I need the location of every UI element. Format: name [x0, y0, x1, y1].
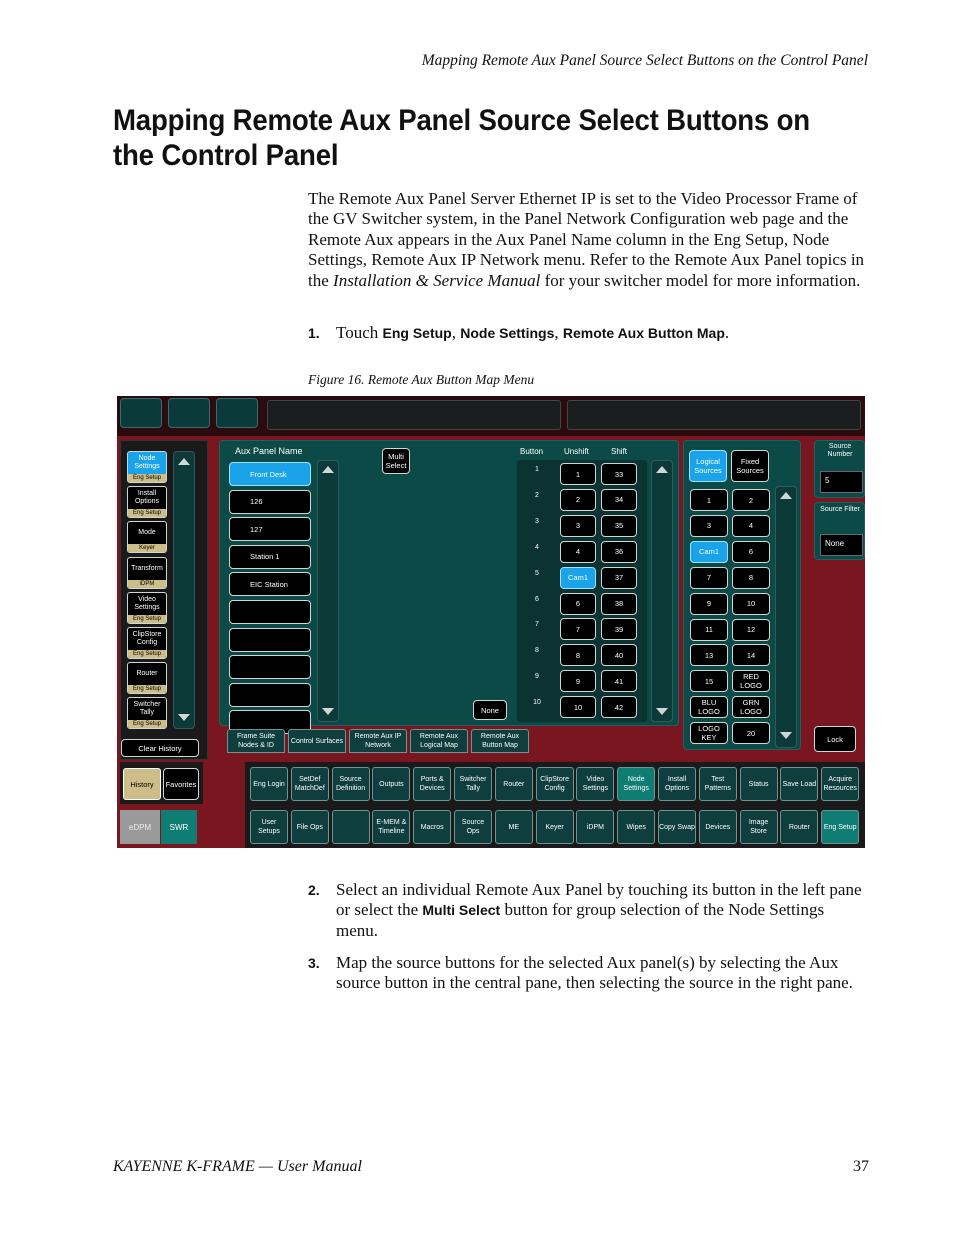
source-button[interactable]: 20 — [732, 722, 770, 744]
menu-button[interactable]: E-MEM & Timeline — [372, 810, 410, 844]
none-button[interactable]: None — [473, 700, 507, 720]
top-button[interactable] — [216, 398, 258, 428]
source-number-label: Source Number — [827, 443, 853, 458]
clear-history-button[interactable]: Clear History — [121, 739, 199, 757]
shift-source-button[interactable]: 34 — [601, 489, 637, 511]
menu-tab[interactable]: Remote Aux IP Network — [349, 729, 407, 753]
menu-button[interactable]: Video Settings — [576, 767, 614, 801]
source-button[interactable]: 9 — [690, 593, 728, 615]
nav-category: Eng Setup — [128, 685, 166, 693]
nav-category: Eng Setup — [128, 474, 166, 482]
favorites-button[interactable]: Favorites — [163, 768, 199, 800]
ui-term: Multi Select — [422, 902, 501, 919]
menu-button[interactable]: Router — [780, 810, 818, 844]
menu-button[interactable]: Outputs — [372, 767, 410, 801]
button-column-header: Button — [520, 447, 544, 456]
menu-button[interactable]: Wipes — [617, 810, 655, 844]
left-nav-button[interactable] — [127, 697, 167, 729]
menu-button[interactable]: ClipStore Config — [536, 767, 574, 801]
menu-button[interactable]: Source Ops — [454, 810, 492, 844]
figure-caption: Figure 16. Remote Aux Button Map Menu — [308, 372, 535, 387]
menu-button[interactable]: SetDef MatchDef — [291, 767, 329, 801]
left-nav-button[interactable] — [127, 627, 167, 659]
shift-source-button[interactable]: 40 — [601, 644, 637, 666]
menu-button[interactable]: Ports & Devices — [413, 767, 451, 801]
left-nav-button[interactable] — [127, 451, 167, 483]
row-number: 10 — [533, 699, 541, 707]
nav-category: Eng Setup — [128, 720, 166, 728]
source-button[interactable]: 15 — [690, 670, 728, 692]
shift-source-button[interactable]: 42 — [601, 696, 637, 718]
edpm-button[interactable]: eDPM — [120, 810, 160, 844]
unshift-source-button[interactable]: 9 — [560, 670, 596, 692]
shift-source-button[interactable]: 36 — [601, 541, 637, 563]
shift-source-button[interactable]: 38 — [601, 593, 637, 615]
menu-button[interactable]: Image Store — [740, 810, 778, 844]
scroll-down-icon[interactable] — [656, 708, 668, 715]
left-nav-scrollbar[interactable] — [173, 451, 195, 729]
shift-source-button[interactable]: 33 — [601, 463, 637, 485]
button-map-scrollbar[interactable] — [651, 460, 673, 722]
source-button[interactable]: 14 — [732, 644, 770, 666]
aux-panel-item[interactable]: 127 — [229, 517, 311, 541]
intro-text-b: for your switcher model for more information. — [540, 270, 861, 290]
footer-title: KAYENNE K-FRAME — User Manual — [113, 1158, 362, 1175]
ui-term: Node Settings — [460, 325, 555, 341]
menu-button[interactable]: User Setups — [250, 810, 288, 844]
nav-label: ClipStore Config — [132, 631, 162, 646]
step-number: 2. — [308, 882, 320, 898]
running-header: Mapping Remote Aux Panel Source Select Buttons on the Control Panel — [421, 52, 868, 69]
source-button[interactable]: 7 — [690, 567, 728, 589]
menu-button[interactable]: Install Options — [658, 767, 696, 801]
aux-panel-item[interactable]: Front Desk — [229, 462, 311, 486]
top-button[interactable] — [168, 398, 210, 428]
nav-label: Node Settings — [134, 455, 160, 470]
source-filter-label: Source Filter — [820, 506, 860, 513]
row-number: 7 — [535, 621, 539, 629]
aux-panel-item[interactable]: 126 — [229, 490, 311, 514]
scroll-down-icon[interactable] — [178, 714, 190, 721]
shift-source-button[interactable]: 35 — [601, 515, 637, 537]
row-number: 2 — [535, 491, 539, 499]
top-button[interactable] — [120, 398, 162, 428]
swr-button[interactable]: SWR — [161, 810, 197, 844]
logical-sources-button[interactable]: Logical Sources — [689, 450, 727, 482]
menu-button[interactable]: Copy Swap — [658, 810, 696, 844]
ui-term: Eng Setup — [382, 325, 452, 341]
menu-button[interactable]: Keyer — [536, 810, 574, 844]
multi-select-button[interactable]: Multi Select — [382, 448, 410, 474]
source-button[interactable]: 2 — [732, 489, 770, 511]
source-button[interactable]: BLU LOGO — [690, 696, 728, 718]
step-3 — [308, 953, 870, 994]
menu-button[interactable]: File Ops — [291, 810, 329, 844]
unshift-column-header: Unshift — [564, 447, 589, 456]
source-button[interactable]: 3 — [690, 515, 728, 537]
menu-button[interactable]: Router — [495, 767, 533, 801]
aux-panel-name-header: Aux Panel Name — [235, 446, 303, 456]
shift-source-button[interactable]: 37 — [601, 567, 637, 589]
source-button[interactable]: LOGO KEY — [690, 722, 728, 744]
unshift-source-button[interactable]: Cam1 — [560, 567, 596, 589]
shift-source-button[interactable]: 39 — [601, 618, 637, 640]
menu-tab[interactable]: Remote Aux Button Map — [471, 729, 529, 753]
menu-tab[interactable]: Remote Aux Logical Map — [410, 729, 468, 753]
manual-reference: Installation & Service Manual — [333, 270, 541, 290]
unshift-source-button[interactable]: 2 — [560, 489, 596, 511]
step-text: . — [724, 323, 730, 342]
row-number: 5 — [535, 569, 539, 577]
menu-button[interactable]: Eng Setup — [821, 810, 859, 844]
page-number: 37 — [853, 1158, 869, 1175]
lock-button[interactable]: Lock — [814, 726, 856, 752]
source-scrollbar[interactable] — [775, 486, 797, 748]
row-number: 3 — [535, 517, 539, 525]
menu-button[interactable]: Source Definition — [332, 767, 370, 801]
nav-category: iDPM — [128, 580, 166, 588]
menu-tab[interactable]: Control Surfaces — [288, 729, 346, 753]
menu-tab[interactable]: Frame Suite Nodes & ID — [227, 729, 285, 753]
aux-panel-item[interactable] — [229, 628, 311, 652]
nav-label: Install Options — [134, 490, 160, 506]
left-nav-button[interactable] — [127, 486, 167, 518]
menu-button[interactable]: Acquire Resources — [821, 767, 859, 801]
unshift-source-button[interactable]: 1 — [560, 463, 596, 485]
fixed-sources-button[interactable]: Fixed Sources — [731, 450, 769, 482]
source-number-field[interactable]: 5 — [820, 471, 863, 493]
source-button[interactable]: 10 — [732, 593, 770, 615]
nav-category: Keyer — [128, 544, 166, 552]
aux-list-scrollbar[interactable] — [317, 460, 339, 722]
step-2 — [308, 880, 870, 941]
aux-panel-item[interactable] — [229, 683, 311, 707]
status-field — [567, 400, 861, 430]
shift-source-button[interactable]: 41 — [601, 670, 637, 692]
menu-button[interactable]: Node Settings — [617, 767, 655, 801]
status-field — [267, 400, 561, 430]
nav-label: Mode — [138, 529, 156, 537]
aux-panel-item[interactable] — [229, 655, 311, 679]
separator: , — [451, 323, 461, 342]
shift-column-header: Shift — [611, 447, 628, 456]
menu-button[interactable]: iDPM — [576, 810, 614, 844]
unshift-source-button[interactable]: 10 — [560, 696, 596, 718]
unshift-source-button[interactable]: 8 — [560, 644, 596, 666]
scroll-down-icon[interactable] — [780, 732, 792, 739]
menu-button[interactable]: Status — [740, 767, 778, 801]
scroll-up-icon[interactable] — [322, 466, 334, 473]
source-button[interactable]: 11 — [690, 619, 728, 641]
nav-category: Eng Setup — [128, 509, 166, 517]
unshift-source-button[interactable]: 6 — [560, 593, 596, 615]
nav-label: Switcher Tally — [133, 701, 161, 717]
menu-button[interactable]: Test Patterns — [699, 767, 737, 801]
source-button[interactable]: 12 — [732, 619, 770, 641]
scroll-up-icon[interactable] — [780, 492, 792, 499]
intro-paragraph — [308, 189, 870, 291]
left-nav-button[interactable] — [127, 592, 167, 624]
unshift-source-button[interactable]: 3 — [560, 515, 596, 537]
source-button[interactable]: 1 — [690, 489, 728, 511]
menu-button[interactable]: Devices — [699, 810, 737, 844]
row-number: 8 — [535, 647, 539, 655]
source-button[interactable]: Cam1 — [690, 541, 728, 563]
source-button[interactable]: 8 — [732, 567, 770, 589]
menu-button[interactable]: Macros — [413, 810, 451, 844]
history-button[interactable]: History — [123, 768, 161, 800]
remote-aux-button-map-screenshot — [117, 396, 865, 848]
left-nav-button[interactable] — [127, 557, 167, 589]
menu-button[interactable] — [332, 810, 370, 844]
scroll-up-icon[interactable] — [656, 466, 668, 473]
source-button[interactable]: 4 — [732, 515, 770, 537]
ui-term: Remote Aux Button Map — [562, 325, 725, 341]
intro-text-a: The Remote Aux Panel Server Ethernet IP is set to the Video Processor Frame of the GV Switcher system, in the Panel Network Configuration web page and the Remote Aux appears in the Aux Panel Name column in the Eng Setup, Node Settings, Remote Aux IP Network menu. Refer to the Remote Aux Panel topics in the — [308, 189, 865, 290]
step-1 — [308, 323, 870, 343]
row-number: 1 — [535, 466, 539, 473]
nav-category: Eng Setup — [128, 650, 166, 658]
step-text: Touch — [336, 323, 383, 342]
source-button[interactable]: GRN LOGO — [732, 696, 770, 718]
source-button[interactable]: 13 — [690, 644, 728, 666]
left-nav-button[interactable] — [127, 662, 167, 694]
step-number: 3. — [308, 955, 320, 971]
menu-button[interactable]: ME — [495, 810, 533, 844]
step-text: Map the source buttons for the selected Aux panel(s) by selecting the Aux source button in the central pane, then selecting the source in the right pane. — [336, 953, 853, 993]
aux-panel-item[interactable]: EIC Station — [229, 572, 311, 596]
row-number: 4 — [535, 543, 539, 551]
step-number: 1. — [308, 325, 320, 341]
source-button[interactable]: 6 — [732, 541, 770, 563]
aux-panel-item[interactable]: Station 1 — [229, 545, 311, 569]
step-text: Select an individual Remote Aux Panel by touching its button in the left pane or select the — [336, 880, 862, 920]
source-button[interactable]: RED LOGO — [732, 670, 770, 692]
scroll-up-icon[interactable] — [178, 458, 190, 465]
unshift-source-button[interactable]: 7 — [560, 618, 596, 640]
menu-button[interactable]: Switcher Tally — [454, 767, 492, 801]
left-nav-button[interactable] — [127, 521, 167, 553]
nav-label: Router — [136, 670, 158, 678]
page-title: Mapping Remote Aux Panel Source Select Buttons on the Control Panel — [113, 104, 810, 172]
separator: , — [554, 323, 563, 342]
scroll-down-icon[interactable] — [322, 708, 334, 715]
aux-panel-item[interactable] — [229, 600, 311, 624]
unshift-source-button[interactable]: 4 — [560, 541, 596, 563]
nav-category: Eng Setup — [128, 615, 166, 623]
nav-label: Transform — [131, 564, 163, 572]
nav-label: Video Settings — [134, 595, 160, 611]
row-number: 6 — [535, 595, 539, 603]
step-text: button for group selection of the Node Settings menu. — [336, 900, 825, 940]
menu-button[interactable]: Eng Login — [250, 767, 288, 801]
source-filter-field[interactable]: None — [820, 534, 863, 556]
menu-button[interactable]: Save Load — [780, 767, 818, 801]
row-number: 9 — [535, 673, 539, 681]
